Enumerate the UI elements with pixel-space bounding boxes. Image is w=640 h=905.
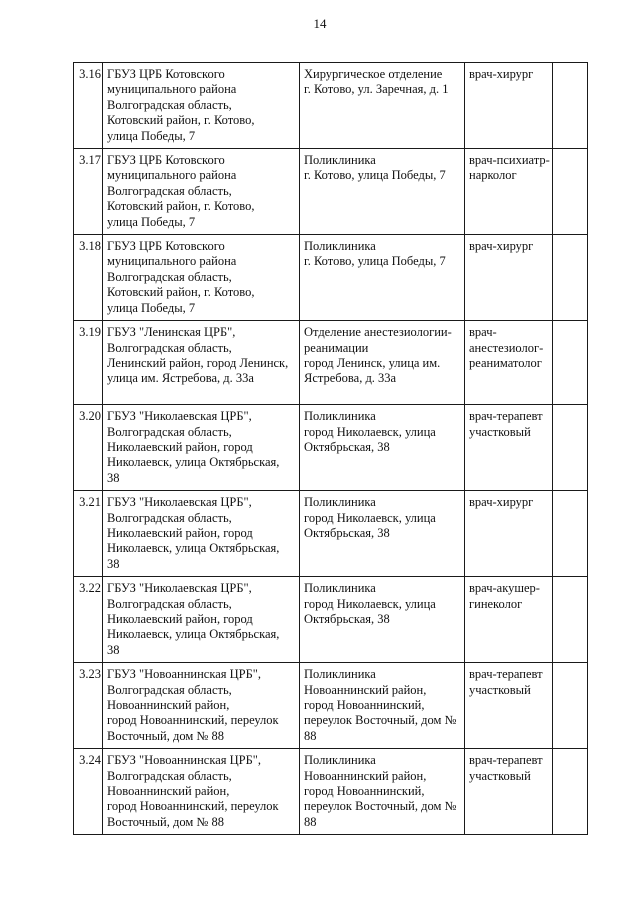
department-address-line: город Николаевск, улица <box>304 510 436 525</box>
row-number-cell: 3.19 <box>74 321 103 405</box>
organization-line: ГБУЗ "Николаевская ЦРБ", <box>107 495 252 510</box>
department-address-cell <box>300 577 465 663</box>
department-address-line: Октябрьская, 38 <box>304 525 390 540</box>
extra-cell <box>553 749 588 835</box>
page-number: 14 <box>313 16 327 31</box>
organization-line: муниципального района <box>107 82 237 97</box>
row-number-cell: 3.17 <box>74 149 103 235</box>
department-address-line: Новоаннинский район, <box>304 768 427 783</box>
position-line: анестезиолог- <box>469 340 544 355</box>
position-line: врач-психиатр- <box>469 153 550 168</box>
extra-cell <box>553 235 588 321</box>
position-cell <box>465 491 553 577</box>
organization-line: Котовский район, г. Котово, <box>107 113 255 128</box>
position-line: врач-хирург <box>469 495 534 510</box>
table-row <box>74 405 588 491</box>
organization-line: улица им. Ястребова, д. 33а <box>107 371 254 386</box>
department-address-cell <box>300 405 465 491</box>
table-row <box>74 749 588 835</box>
department-address-line: город Ленинск, улица им. <box>304 355 441 370</box>
department-address-line: реанимации <box>304 340 369 355</box>
organization-line: город Новоаннинский, переулок <box>107 713 279 728</box>
extra-cell <box>553 321 588 405</box>
extra-cell <box>553 663 588 749</box>
organization-cell <box>103 577 300 663</box>
department-address-cell <box>300 749 465 835</box>
department-address-line: город Николаевск, улица <box>304 424 436 439</box>
department-address-line: Поликлиника <box>304 239 376 254</box>
position-line: врач-акушер- <box>469 581 540 596</box>
organization-line: ГБУЗ "Ленинская ЦРБ", <box>107 325 236 340</box>
table-row <box>74 577 588 663</box>
department-address-line: Поликлиника <box>304 667 376 682</box>
institutions-table <box>73 62 588 835</box>
position-cell <box>465 749 553 835</box>
extra-cell <box>553 405 588 491</box>
department-address-line: Поликлиника <box>304 581 376 596</box>
department-address-line: Ястребова, д. 33а <box>304 371 397 386</box>
department-address-line: Октябрьская, 38 <box>304 611 390 626</box>
organization-line: Николаевский район, город <box>107 611 253 626</box>
department-address-line: город Новоаннинский, <box>304 698 425 712</box>
department-address-line: Поликлиника <box>304 409 376 424</box>
position-line: врач-хирург <box>469 67 534 81</box>
extra-cell <box>553 63 588 149</box>
organization-cell <box>103 149 300 235</box>
position-cell <box>465 663 553 749</box>
row-number-cell: 3.23 <box>74 663 103 749</box>
row-number-cell: 3.16 <box>74 63 103 149</box>
organization-line: Котовский район, г. Котово, <box>107 285 255 300</box>
department-address-cell <box>300 149 465 235</box>
organization-line: ГБУЗ "Николаевская ЦРБ", <box>107 581 252 596</box>
organization-cell <box>103 63 300 149</box>
organization-line: Волгоградская область, <box>107 269 232 284</box>
department-address-line: Отделение анестезиологии- <box>304 325 452 340</box>
organization-line: Николаевск, улица Октябрьская, <box>107 455 280 470</box>
position-line: врач-хирург <box>469 239 534 254</box>
organization-line: Николаевск, улица Октябрьская, <box>107 541 280 556</box>
organization-line: Волгоградская область, <box>107 183 232 198</box>
organization-line: ГБУЗ "Николаевская ЦРБ", <box>107 409 252 424</box>
organization-line: Котовский район, г. Котово, <box>107 199 255 214</box>
position-cell <box>465 235 553 321</box>
position-cell <box>465 321 553 405</box>
organization-line: Восточный, дом № 88 <box>107 728 224 743</box>
organization-line: ГБУЗ "Новоаннинская ЦРБ", <box>107 753 262 768</box>
department-address-line: Хирургическое отделение <box>304 67 443 81</box>
organization-line: Волгоградская область, <box>107 510 232 525</box>
organization-line: Николаевский район, город <box>107 525 253 540</box>
organization-line: ГБУЗ ЦРБ Котовского <box>107 239 225 254</box>
organization-line: улица Победы, 7 <box>107 214 196 229</box>
organization-line: улица Победы, 7 <box>107 128 196 143</box>
position-line: врач-терапевт <box>469 409 543 424</box>
department-address-line: переулок Восточный, дом № <box>304 799 457 814</box>
position-line: врач-терапевт <box>469 667 543 682</box>
department-address-line: Поликлиника <box>304 495 376 510</box>
organization-line: 38 <box>107 556 120 571</box>
position-cell <box>465 149 553 235</box>
extra-cell <box>553 577 588 663</box>
row-number-cell: 3.18 <box>74 235 103 321</box>
organization-line: город Новоаннинский, переулок <box>107 799 279 814</box>
organization-line: Волгоградская область, <box>107 97 232 112</box>
department-address-line: Октябрьская, 38 <box>304 439 390 454</box>
position-line: участковый <box>469 424 531 439</box>
organization-line: Ленинский район, город Ленинск, <box>107 355 289 370</box>
organization-cell <box>103 663 300 749</box>
department-address-line: г. Котово, ул. Заречная, д. 1 <box>304 82 449 97</box>
department-address-line: Новоаннинский район, <box>304 682 427 697</box>
organization-cell <box>103 235 300 321</box>
table-row <box>74 321 588 405</box>
position-cell <box>465 63 553 149</box>
organization-cell <box>103 405 300 491</box>
position-cell <box>465 577 553 663</box>
department-address-line: Поликлиника <box>304 153 376 168</box>
department-address-cell <box>300 491 465 577</box>
row-number-cell: 3.20 <box>74 405 103 491</box>
organization-cell <box>103 321 300 405</box>
position-cell <box>465 405 553 491</box>
organization-line: ГБУЗ ЦРБ Котовского <box>107 67 225 81</box>
row-number-cell: 3.24 <box>74 749 103 835</box>
department-address-line: город Николаевск, улица <box>304 596 436 611</box>
department-address-line: г. Котово, улица Победы, 7 <box>304 168 446 183</box>
table-row <box>74 235 588 321</box>
organization-line: ГБУЗ "Новоаннинская ЦРБ", <box>107 667 262 682</box>
table-row <box>74 63 588 149</box>
position-line: врач-терапевт <box>469 753 543 768</box>
row-number-cell: 3.22 <box>74 577 103 663</box>
row-number-cell: 3.21 <box>74 491 103 577</box>
organization-line: Новоаннинский район, <box>107 784 230 799</box>
extra-cell <box>553 149 588 235</box>
organization-line: Волгоградская область, <box>107 682 232 697</box>
organization-line: Восточный, дом № 88 <box>107 814 224 829</box>
organization-cell <box>103 749 300 835</box>
department-address-line: переулок Восточный, дом № <box>304 713 457 728</box>
position-line: участковый <box>469 682 531 697</box>
organization-line: муниципального района <box>107 254 237 269</box>
position-line: врач- <box>469 325 497 340</box>
organization-line: Волгоградская область, <box>107 424 232 439</box>
organization-line: муниципального района <box>107 168 237 183</box>
table-row <box>74 663 588 749</box>
organization-line: Волгоградская область, <box>107 340 232 355</box>
organization-line: 38 <box>107 470 120 485</box>
organization-line: улица Победы, 7 <box>107 300 196 315</box>
department-address-line: 88 <box>304 814 317 829</box>
organization-cell <box>103 491 300 577</box>
department-address-line: город Новоаннинский, <box>304 784 425 799</box>
table-row <box>74 149 588 235</box>
position-line: реаниматолог <box>469 355 542 370</box>
department-address-line: г. Котово, улица Победы, 7 <box>304 254 446 269</box>
extra-cell <box>553 491 588 577</box>
table-row <box>74 491 588 577</box>
position-line: нарколог <box>469 168 517 183</box>
position-line: гинеколог <box>469 596 523 611</box>
department-address-cell <box>300 663 465 749</box>
department-address-cell <box>300 235 465 321</box>
table-body <box>74 63 588 835</box>
organization-line: Николаевский район, город <box>107 439 253 454</box>
department-address-cell <box>300 321 465 405</box>
organization-line: Волгоградская область, <box>107 596 232 611</box>
position-line: участковый <box>469 768 531 783</box>
organization-line: ГБУЗ ЦРБ Котовского <box>107 153 225 168</box>
organization-line: Николаевск, улица Октябрьская, <box>107 627 280 642</box>
organization-line: Новоаннинский район, <box>107 698 230 712</box>
department-address-line: 88 <box>304 728 317 743</box>
organization-line: 38 <box>107 642 120 657</box>
department-address-cell <box>300 63 465 149</box>
department-address-line: Поликлиника <box>304 753 376 768</box>
organization-line: Волгоградская область, <box>107 768 232 783</box>
